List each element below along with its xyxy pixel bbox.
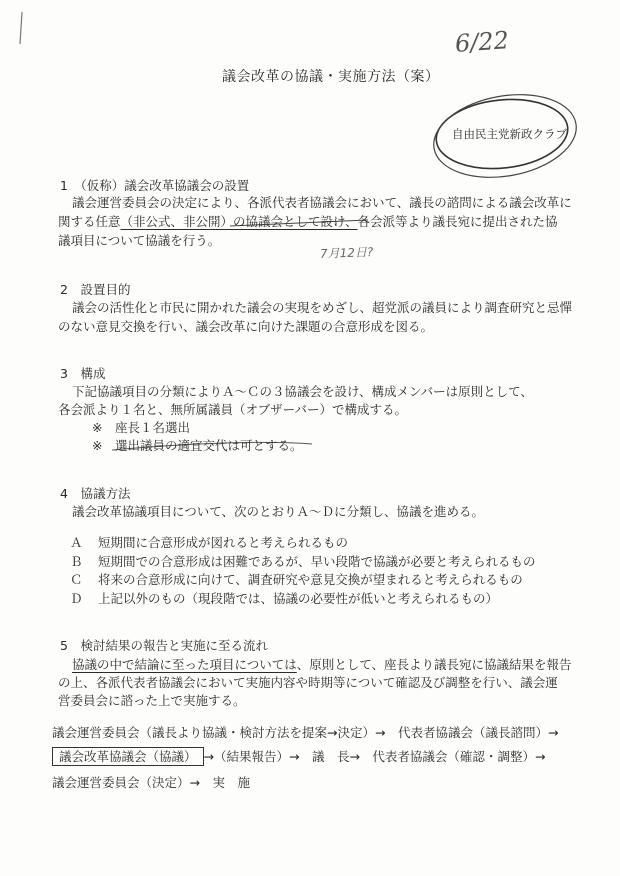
classification-key: Ａ <box>70 535 83 550</box>
left-margin-stroke <box>20 12 22 44</box>
classification-key: Ｃ <box>70 572 83 587</box>
handwritten-note: 7月12日? <box>319 245 374 261</box>
section-3-line-2: 各会派より１名と、無所属議員（オブザーバー）で構成する。 <box>58 402 408 417</box>
document-title: 議会改革の協議・実施方法（案） <box>222 69 440 85</box>
section-1-line-1: 議会運営委員会の決定により、各派代表者協議会において、議長の諮問による議会改革に <box>72 195 572 210</box>
classification-item <box>70 588 498 609</box>
section-3-line-1: 下記協議項目の分類によりＡ～Ｃの３協議会を設け、構成メンバーは原則として、 <box>72 384 533 399</box>
flow-row-1: 議会運営委員会（議長より協議・検討方法を提案→決定）→ 代表者協議会（議長諮問）→ <box>52 725 559 740</box>
section-4-line-1: 議会改革協議項目について、次のとおりＡ～Ｄに分類し、協議を進める。 <box>72 504 485 519</box>
section-5-line-3: 営委員会に諮った上で実施する。 <box>58 693 246 708</box>
handwritten-date: 6/22 <box>454 26 510 58</box>
section-2-line-1: 議会の活性化と市民に開かれた議会の実現をめざし、超党派の議員により調査研究と忌憚 <box>72 300 573 315</box>
flow-row-2-rest: →（結果報告）→ 議 長→ 代表者協議会（確認・調整）→ <box>203 749 546 764</box>
section-3-heading: 3 構成 <box>60 366 106 381</box>
classification-text: 上記以外のもの（現段階では、協議の必要性が低いと考えられるもの） <box>98 590 499 606</box>
section-5-line-1a: 協議の中で結論に至った項目については <box>72 657 297 672</box>
classification-text: 将来の合意形成に向けて、調査研究や意見交換が望まれると考えられるもの <box>98 572 523 587</box>
classification-text: 短期間での合意形成は困難であるが、早い段階で協議が必要と考えられるもの <box>98 553 536 569</box>
flow-box-council: 議会改革協議会（協議） <box>52 747 204 766</box>
section-4-heading: 4 協議方法 <box>60 486 131 501</box>
party-stamp: 自由民主党新政クラブ <box>452 127 567 141</box>
section-1-line-2b: （非公式、非公開）の協議会として設け、 <box>120 214 358 229</box>
flow-row-2 <box>52 746 545 767</box>
classification-key: Ｄ <box>70 590 83 606</box>
section-3-note-1: ※ 座長１名選出 <box>92 420 190 435</box>
section-2-line-2: のない意見交換を行い、議会改革に向けた課題の合意形成を図る。 <box>58 319 434 334</box>
section-5-heading: 5 検討結果の報告と実施に至る流れ <box>60 638 268 653</box>
classification-key: Ｂ <box>70 553 83 569</box>
section-2-heading: 2 設置目的 <box>60 282 131 297</box>
section-1-heading: 1 （仮称）議会改革協議会の設置 <box>60 178 250 193</box>
classification-text: 短期間に合意形成が図れると考えられるもの <box>98 535 349 550</box>
section-1-line-2a: 関する任意 <box>58 214 121 229</box>
section-5-line-2: の上、各派代表者協議会において実施内容や時期等について確認及び調整を行い、議会運 <box>58 675 558 690</box>
section-1-line-3: 議項目について協議を行う。 <box>58 233 221 248</box>
section-1-line-2 <box>58 211 558 232</box>
section-1-line-2c: 各会派等より議長宛に提出された協 <box>357 214 558 229</box>
section-5-line-1b: 、原則として、座長より議長宛に協議結果を報告 <box>296 657 572 672</box>
section-3-note-2: ※ 選出議員の適宜交代は可とする。 <box>92 438 303 453</box>
flow-row-3: 議会運営委員会（決定）→ 実 施 <box>52 775 250 790</box>
